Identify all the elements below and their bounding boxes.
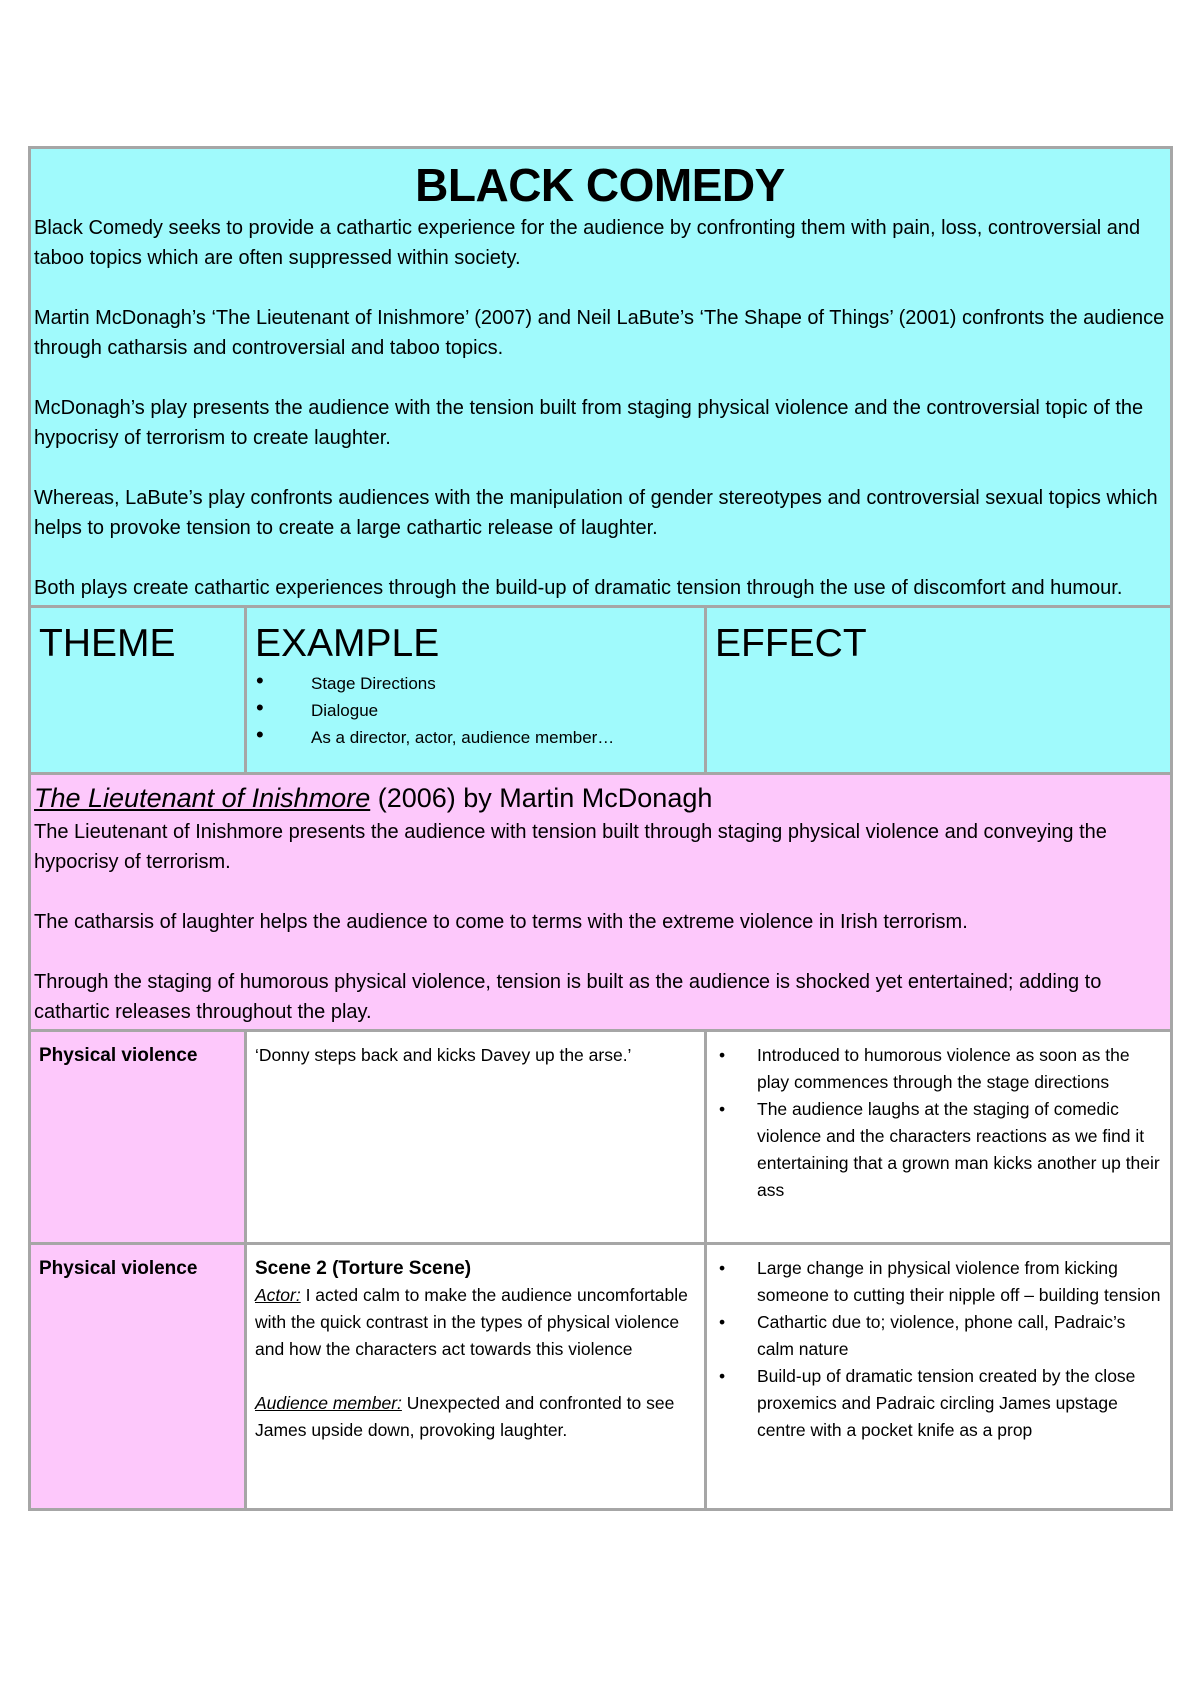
scene-heading: Scene 2 (Torture Scene) <box>255 1258 472 1279</box>
section-paragraph: Through the staging of humorous physical violence, tension is built as the audience is shocked yet entertained; adding to cathartic releases throughout the play. <box>34 971 1102 1023</box>
intro-paragraph: Black Comedy seeks to provide a cathartic experience for the audience by confronting them with pain, loss, controversial and taboo topics which are often suppressed within society. <box>34 217 1141 269</box>
spacer <box>255 1363 696 1390</box>
actor-note <box>255 1282 696 1363</box>
intro-cell <box>30 148 1172 607</box>
audience-text: Unexpected and confronted to see James upside down, provoking laughter. <box>255 1393 675 1440</box>
effect-text: Introduced to humorous violence as soon as the play commences through the stage directions <box>757 1045 1130 1092</box>
document-table <box>28 146 1173 1511</box>
list-item-label: As a director, actor, audience member… <box>311 728 615 747</box>
theme-label: Physical violence <box>39 1045 198 1066</box>
theme-heading: THEME <box>39 622 176 665</box>
audience-label: Audience member: <box>255 1393 402 1413</box>
theme-cell <box>30 1244 246 1510</box>
section-cell <box>30 774 1172 1031</box>
list-item <box>715 1096 1162 1204</box>
example-header-cell <box>246 607 706 774</box>
example-cell <box>246 1244 706 1510</box>
effect-text: Build-up of dramatic tension created by the close proxemics and Padraic circling James upstage centre with a pocket knife as a prop <box>757 1366 1136 1440</box>
list-item <box>255 670 696 697</box>
actor-text: I acted calm to make the audience uncomfortable with the quick contrast in the types of physical violence and how the characters act towards this violence <box>255 1285 688 1359</box>
bullet-icon: • <box>719 1312 726 1332</box>
list-item <box>255 724 696 751</box>
section-heading-rest: (2006) by Martin McDonagh <box>370 783 713 813</box>
effect-text: The audience laughs at the staging of comedic violence and the characters reactions as we find it entertaining that a grown man kicks another up their ass <box>757 1099 1160 1200</box>
list-item-label: Dialogue <box>311 701 379 720</box>
effect-cell <box>706 1244 1172 1510</box>
bullet-icon: • <box>256 668 264 693</box>
header-row <box>30 607 1172 774</box>
bullet-icon: • <box>256 695 264 720</box>
example-cell <box>246 1031 706 1244</box>
section-heading <box>34 781 1166 815</box>
theme-cell <box>30 1031 246 1244</box>
intro-paragraph: Both plays create cathartic experiences through the build-up of dramatic tension through the use of discomfort and humour. <box>34 577 1123 599</box>
section-paragraph: The catharsis of laughter helps the audience to come to terms with the extreme violence in Irish terrorism. <box>34 911 968 933</box>
list-item <box>715 1363 1162 1444</box>
bullet-icon: • <box>719 1045 726 1065</box>
list-item <box>715 1255 1162 1309</box>
intro-row <box>30 148 1172 607</box>
effect-text: Cathartic due to; violence, phone call, Padraic’s calm nature <box>757 1312 1126 1359</box>
effect-list <box>715 1255 1162 1444</box>
play-title: The Lieutenant of Inishmore <box>34 783 371 813</box>
list-item <box>715 1042 1162 1096</box>
section-paragraph: The Lieutenant of Inishmore presents the audience with tension built through staging physical violence and conveying the hypocrisy of terrorism. <box>34 821 1107 873</box>
effect-list <box>715 1042 1162 1204</box>
table-row <box>30 1244 1172 1510</box>
intro-paragraph: Martin McDonagh’s ‘The Lieutenant of Inishmore’ (2007) and Neil LaBute’s ‘The Shape of Things’ (2001) confronts the audience through catharsis and controversial and taboo topics. <box>34 307 1165 359</box>
table-row <box>30 1031 1172 1244</box>
effect-heading: EFFECT <box>715 622 867 665</box>
example-type-list <box>255 670 696 751</box>
effect-text: Large change in physical violence from kicking someone to cutting their nipple off – building tension <box>757 1258 1161 1305</box>
intro-paragraph: McDonagh’s play presents the audience with the tension built from staging physical violence and the controversial topic of the hypocrisy of terrorism to create laughter. <box>34 397 1144 449</box>
list-item <box>715 1309 1162 1363</box>
theme-header-cell <box>30 607 246 774</box>
bullet-icon: • <box>719 1099 726 1119</box>
list-item-label: Stage Directions <box>311 674 436 693</box>
effect-cell <box>706 1031 1172 1244</box>
effect-header-cell <box>706 607 1172 774</box>
bullet-icon: • <box>719 1366 726 1386</box>
intro-paragraph: Whereas, LaBute’s play confronts audiences with the manipulation of gender stereotypes and controversial sexual topics which helps to provoke tension to create a large cathartic release of laughter. <box>34 487 1158 539</box>
audience-note <box>255 1390 696 1444</box>
section-row <box>30 774 1172 1031</box>
page-title: BLACK COMEDY <box>415 159 785 211</box>
example-heading: EXAMPLE <box>255 622 440 665</box>
list-item <box>255 697 696 724</box>
bullet-icon: • <box>719 1258 726 1278</box>
bullet-icon: • <box>256 722 264 747</box>
example-quote: ‘Donny steps back and kicks Davey up the arse.’ <box>255 1045 632 1065</box>
theme-label: Physical violence <box>39 1258 198 1279</box>
actor-label: Actor: <box>255 1285 301 1305</box>
